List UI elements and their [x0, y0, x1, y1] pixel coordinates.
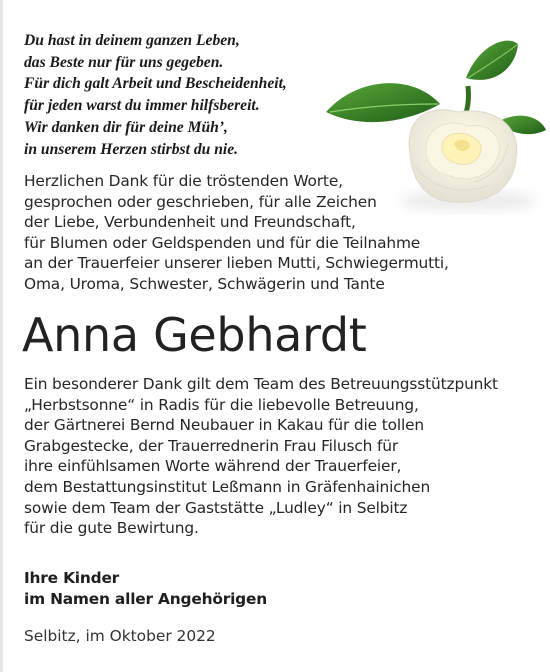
poem-line: das Beste nur für uns gegeben.: [24, 53, 224, 71]
poem-line: Wir danken dir für deine Müh’,: [24, 118, 228, 136]
signature-line: Ihre Kinder: [24, 569, 120, 587]
text-line: dem Bestattungsinstitut Leßmann in Gräfenhainichen: [24, 477, 431, 496]
thanks-paragraph: [24, 171, 494, 295]
deceased-name: Anna Gebhardt: [22, 308, 367, 362]
poem-line: Für dich galt Arbeit und Bescheidenheit,: [24, 75, 287, 93]
text-line: „Herbstsonne“ in Radis für die liebevolle Betreuung,: [24, 395, 419, 414]
text-line: ihre einfühlsamen Worte während der Trauerfeier,: [24, 457, 402, 476]
poem: [24, 30, 354, 160]
text-line: sowie dem Team der Gaststätte „Ludley“ in Selbitz: [24, 498, 408, 517]
text-line: Ein besonderer Dank gilt dem Team des Betreuungsstützpunkt: [24, 375, 498, 393]
poem-line: Du hast in deinem ganzen Leben,: [24, 32, 240, 49]
poem-line: in unserem Herzen stirbst du nie.: [24, 140, 239, 158]
signature-line: im Namen aller Angehörigen: [24, 590, 267, 608]
text-line: der Gärtnerei Bernd Neubauer in Kakau für die tollen: [24, 416, 425, 435]
text-line: gesprochen oder geschrieben, für alle Zeichen: [24, 192, 377, 211]
text-line: Herzlichen Dank für die tröstenden Worte,: [24, 172, 343, 190]
poem-line: für jeden warst du immer hilfsbereit.: [24, 97, 260, 115]
text-line: an der Trauerfeier unserer lieben Mutti, Schwiegermutti,: [24, 254, 449, 273]
text-line: Grabgestecke, der Trauerrednerin Frau Filusch für: [24, 436, 399, 455]
text-line: Oma, Uroma, Schwester, Schwägerin und Tante: [24, 274, 385, 293]
text-line: der Liebe, Verbundenheit und Freundschaft,: [24, 213, 356, 232]
text-line: für Blumen oder Geldspenden und für die Teilnahme: [24, 233, 421, 252]
left-border: [0, 0, 3, 672]
special-thanks-paragraph: [24, 374, 534, 539]
place-date: Selbitz, im Oktober 2022: [24, 627, 216, 645]
text-line: für die gute Bewirtung.: [24, 519, 199, 538]
signature: [24, 568, 267, 610]
